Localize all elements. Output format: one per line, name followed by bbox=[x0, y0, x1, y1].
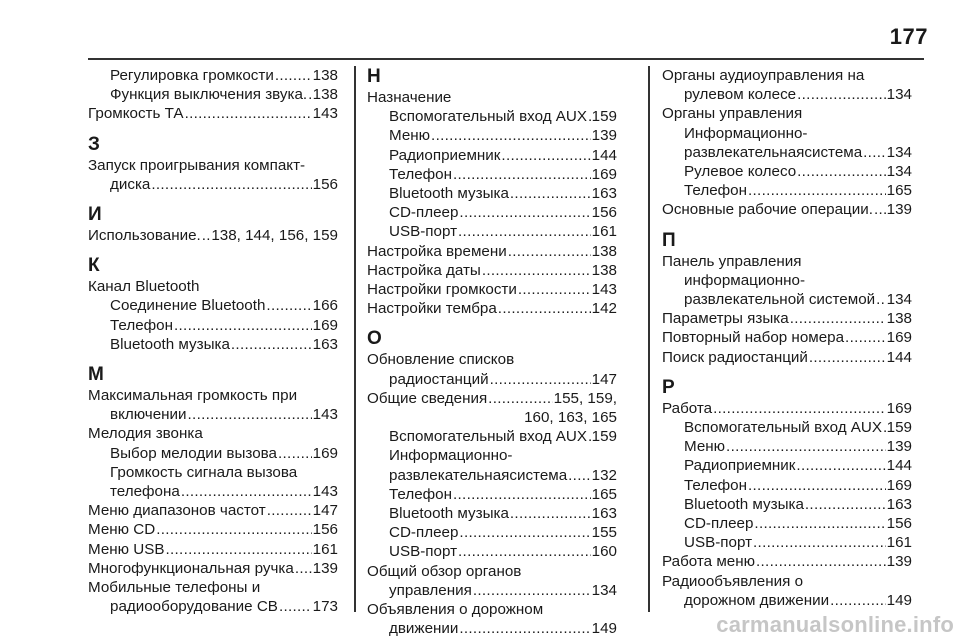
index-entry-term: USB-порт bbox=[684, 534, 753, 552]
index-entry bbox=[662, 418, 912, 437]
index-entry-page: 155 bbox=[591, 524, 617, 542]
index-entry-page: 144 bbox=[886, 348, 912, 366]
index-entry bbox=[88, 296, 338, 315]
index-entry bbox=[88, 559, 338, 578]
index-entry bbox=[367, 165, 617, 184]
dot-leader bbox=[156, 520, 311, 539]
index-entry bbox=[367, 427, 617, 446]
dot-leader bbox=[453, 485, 591, 504]
dot-leader bbox=[726, 437, 886, 456]
index-entry-term: Поиск радиостанций bbox=[662, 348, 808, 366]
index-entry-page: 159 bbox=[886, 419, 912, 437]
dot-leader bbox=[473, 581, 591, 600]
index-entry-term: Меню bbox=[684, 438, 726, 456]
index-section-letter: З bbox=[88, 133, 100, 155]
index-entry bbox=[662, 328, 912, 347]
index-heading: Радиообъявления о bbox=[662, 572, 804, 590]
index-section-letter: И bbox=[88, 204, 102, 226]
index-entry-term: Настройка даты bbox=[367, 261, 481, 279]
dot-leader bbox=[174, 316, 312, 335]
index-heading: Органы управления bbox=[662, 105, 803, 123]
dot-leader bbox=[498, 299, 591, 318]
index-entry bbox=[662, 552, 912, 571]
index-entry bbox=[662, 456, 912, 475]
index-entry bbox=[88, 335, 338, 354]
index-heading: Мобильные телефоны и bbox=[88, 579, 261, 597]
index-entry bbox=[662, 143, 912, 162]
index-entry bbox=[88, 85, 338, 104]
column-separator-1 bbox=[354, 66, 356, 612]
index-entry-term: Радиоприемник bbox=[684, 457, 796, 475]
index-entry bbox=[367, 146, 617, 165]
dot-leader bbox=[588, 427, 591, 446]
index-entry-term: Соединение Bluetooth bbox=[110, 297, 266, 315]
dot-leader bbox=[790, 309, 886, 328]
index-entry-page: 144 bbox=[886, 457, 912, 475]
index-entry-term: USB-порт bbox=[389, 543, 458, 561]
dot-leader bbox=[830, 591, 886, 610]
index-entry bbox=[88, 226, 338, 245]
index-column-2 bbox=[367, 66, 617, 638]
index-entry bbox=[662, 591, 912, 610]
index-entry-term: Bluetooth музыка bbox=[110, 335, 230, 353]
index-entry-term: Регулировка громкости bbox=[110, 67, 274, 84]
dot-leader bbox=[805, 495, 886, 514]
index-entry-term: Меню USB bbox=[88, 540, 165, 558]
index-entry bbox=[367, 370, 617, 389]
dot-leader bbox=[188, 405, 312, 424]
index-entry-term: Меню bbox=[389, 127, 431, 145]
dot-leader bbox=[458, 222, 591, 241]
index-entry bbox=[662, 533, 912, 552]
dot-leader bbox=[490, 370, 591, 389]
index-entry bbox=[367, 466, 617, 485]
index-entry bbox=[367, 504, 617, 523]
index-entry-page: 163 bbox=[591, 505, 617, 523]
index-entry bbox=[367, 184, 617, 203]
dot-leader bbox=[166, 540, 312, 559]
index-heading: 160, 163, 165 bbox=[524, 409, 617, 427]
dot-leader bbox=[863, 143, 886, 162]
index-entry-page: 134 bbox=[886, 163, 912, 181]
index-entry bbox=[367, 242, 617, 261]
index-entry-page: 163 bbox=[886, 495, 912, 513]
index-section-letter: К bbox=[88, 255, 100, 277]
dot-leader bbox=[518, 280, 591, 299]
index-entry-term: CD-плеер bbox=[684, 515, 754, 533]
index-entry bbox=[662, 309, 912, 328]
index-entry bbox=[88, 520, 338, 539]
dot-leader bbox=[295, 559, 312, 578]
index-heading: информационно- bbox=[684, 271, 806, 289]
index-entry-term: Вспомогательный вход AUX bbox=[389, 428, 588, 446]
index-entry-page: 156 bbox=[886, 515, 912, 533]
index-entry bbox=[367, 126, 617, 145]
index-entry-term: USB-порт bbox=[389, 223, 458, 241]
index-heading: Информационно- bbox=[684, 124, 808, 142]
index-entry bbox=[367, 203, 617, 222]
index-entry-page: 156 bbox=[591, 204, 617, 222]
dot-leader bbox=[267, 501, 312, 520]
index-entry-term: движении bbox=[389, 620, 459, 638]
index-entry bbox=[88, 316, 338, 335]
index-heading: Панель управления bbox=[662, 252, 802, 270]
index-entry-page: 134 bbox=[886, 86, 912, 104]
header-rule bbox=[88, 58, 924, 60]
index-entry-page: 142 bbox=[591, 300, 617, 318]
index-entry-term: Параметры языка bbox=[662, 310, 789, 328]
index-entry bbox=[367, 389, 617, 408]
index-entry-term: диска bbox=[110, 175, 151, 193]
index-entry bbox=[367, 485, 617, 504]
dot-leader bbox=[876, 290, 886, 309]
dot-leader bbox=[151, 175, 311, 194]
dot-leader bbox=[754, 514, 885, 533]
dot-leader bbox=[431, 126, 591, 145]
index-heading: Громкость сигнала вызова bbox=[110, 463, 298, 481]
index-heading: Обновление списков bbox=[367, 351, 515, 369]
index-entry bbox=[88, 444, 338, 463]
dot-leader bbox=[874, 200, 886, 219]
index-entry-page: 159 bbox=[591, 108, 617, 126]
dot-leader bbox=[459, 203, 590, 222]
index-entry-term: Использование. bbox=[88, 227, 201, 245]
index-entry bbox=[88, 405, 338, 424]
dot-leader bbox=[185, 104, 312, 123]
index-entry-term: CD-плеер bbox=[389, 524, 459, 542]
index-entry bbox=[662, 399, 912, 418]
index-entry-page: 156 bbox=[312, 175, 338, 193]
index-section-letter: Р bbox=[662, 376, 675, 398]
index-heading: Назначение bbox=[367, 89, 452, 106]
dot-leader bbox=[202, 226, 211, 245]
index-entry-term: Телефон bbox=[389, 165, 453, 183]
index-entry-term: Телефон bbox=[389, 485, 453, 503]
index-entry-term: Вспомогательный вход AUX bbox=[684, 419, 883, 437]
index-entry-page: 138 bbox=[886, 310, 912, 328]
index-entry-page: 161 bbox=[312, 540, 338, 558]
dot-leader bbox=[809, 348, 886, 367]
index-section-letter: Н bbox=[367, 66, 381, 87]
dot-leader bbox=[796, 456, 885, 475]
dot-leader bbox=[797, 162, 886, 181]
index-entry-page: 143 bbox=[312, 483, 338, 501]
dot-leader bbox=[845, 328, 886, 347]
index-entry-term: Громкость ТА bbox=[88, 105, 184, 123]
index-heading: Максимальная громкость при bbox=[88, 387, 298, 405]
index-entry-term: Меню CD bbox=[88, 521, 156, 539]
index-entry-term: рулевом колесе bbox=[684, 86, 797, 104]
dot-leader bbox=[458, 542, 591, 561]
index-heading: Органы аудиоуправления на bbox=[662, 67, 865, 84]
index-entry-page: 173 bbox=[312, 598, 338, 616]
index-entry-term: дорожном движении bbox=[684, 591, 830, 609]
index-entry-page: 138, 144, 156, 159 bbox=[211, 227, 338, 245]
index-entry bbox=[662, 85, 912, 104]
index-entry-term: развлекательнаясистема bbox=[684, 143, 863, 161]
index-entry-page: 147 bbox=[591, 370, 617, 388]
index-entry-term: включении bbox=[110, 406, 187, 424]
index-entry-page: 169 bbox=[886, 329, 912, 347]
index-heading: Объявления о дорожном bbox=[367, 601, 544, 619]
index-entry-term: Повторный набор номера bbox=[662, 329, 845, 347]
index-entry-term: Работа меню bbox=[662, 553, 756, 571]
dot-leader bbox=[748, 476, 886, 495]
index-entry-page: 139 bbox=[591, 127, 617, 145]
index-heading: Канал Bluetooth bbox=[88, 278, 200, 296]
index-entry-page: 138 bbox=[312, 67, 338, 84]
index-entry-term: Телефон bbox=[684, 476, 748, 494]
index-entry bbox=[662, 514, 912, 533]
dot-leader bbox=[488, 389, 552, 408]
index-entry-term: Bluetooth музыка bbox=[389, 505, 509, 523]
dot-leader bbox=[459, 523, 590, 542]
index-entry-term: Настройки тембра bbox=[367, 300, 497, 318]
index-entry-page: 169 bbox=[886, 476, 912, 494]
index-entry-page: 147 bbox=[312, 502, 338, 520]
index-entry-term: развлекательной системой bbox=[684, 291, 876, 309]
index-entry-page: 134 bbox=[886, 291, 912, 309]
index-entry-term: Bluetooth музыка bbox=[389, 185, 509, 203]
dot-leader bbox=[797, 85, 886, 104]
index-entry-page: 139 bbox=[886, 438, 912, 456]
index-entry-term: радиостанций bbox=[389, 370, 489, 388]
index-entry bbox=[88, 104, 338, 123]
index-entry bbox=[662, 495, 912, 514]
index-entry-term: телефона bbox=[110, 483, 180, 501]
index-entry-page: 161 bbox=[591, 223, 617, 241]
dot-leader bbox=[748, 181, 886, 200]
index-entry-term: Основные рабочие операции. bbox=[662, 201, 873, 219]
dot-leader bbox=[275, 66, 312, 85]
index-entry-page: 138 bbox=[591, 261, 617, 279]
index-entry-page: 139 bbox=[886, 553, 912, 571]
index-entry-page: 166 bbox=[312, 297, 338, 315]
index-entry-page: 134 bbox=[886, 143, 912, 161]
index-entry bbox=[367, 299, 617, 318]
index-entry-page: 138 bbox=[312, 86, 338, 104]
index-column-1 bbox=[88, 66, 338, 616]
index-entry bbox=[662, 476, 912, 495]
index-entry bbox=[662, 162, 912, 181]
index-entry-page: 132 bbox=[591, 466, 617, 484]
index-entry bbox=[367, 261, 617, 280]
index-entry-page: 156 bbox=[312, 521, 338, 539]
index-entry-term: радиооборудование CB bbox=[110, 598, 278, 616]
index-entry bbox=[88, 175, 338, 194]
index-entry-page: 163 bbox=[312, 335, 338, 353]
index-entry bbox=[367, 619, 617, 638]
dot-leader bbox=[753, 533, 886, 552]
dot-leader bbox=[501, 146, 590, 165]
index-entry bbox=[367, 581, 617, 600]
index-heading: Информационно- bbox=[389, 447, 513, 465]
dot-leader bbox=[508, 242, 591, 261]
index-entry-term: Меню диапазонов частот bbox=[88, 502, 266, 520]
index-entry-term: Функция выключения звука. bbox=[110, 86, 308, 104]
dot-leader bbox=[279, 597, 312, 616]
dot-leader bbox=[266, 296, 311, 315]
index-entry bbox=[662, 200, 912, 219]
dot-leader bbox=[278, 444, 312, 463]
index-entry-term: Телефон bbox=[110, 316, 174, 334]
index-entry-page: 169 bbox=[886, 399, 912, 417]
index-entry-term: Работа bbox=[662, 399, 713, 417]
index-entry bbox=[662, 290, 912, 309]
dot-leader bbox=[883, 418, 886, 437]
index-entry bbox=[367, 280, 617, 299]
index-entry bbox=[367, 222, 617, 241]
index-entry-term: Вспомогательный вход AUX bbox=[389, 108, 588, 126]
index-entry bbox=[662, 348, 912, 367]
index-entry-term: Настройка времени bbox=[367, 242, 507, 260]
index-heading: Мелодия звонка bbox=[88, 425, 203, 443]
index-entry-page: 155, 159, bbox=[553, 389, 617, 407]
index-entry-term: Общие сведения bbox=[367, 389, 488, 407]
index-entry-term: Телефон bbox=[684, 182, 748, 200]
index-entry-page: 143 bbox=[591, 281, 617, 299]
index-entry-page: 159 bbox=[591, 428, 617, 446]
index-entry-page: 139 bbox=[312, 559, 338, 577]
index-entry-term: CD-плеер bbox=[389, 204, 459, 222]
index-column-3 bbox=[662, 66, 912, 610]
dot-leader bbox=[510, 504, 591, 523]
dot-leader bbox=[482, 261, 591, 280]
index-entry-term: Настройки громкости bbox=[367, 281, 517, 299]
index-entry-page: 143 bbox=[312, 105, 338, 123]
index-entry bbox=[662, 437, 912, 456]
index-entry bbox=[662, 181, 912, 200]
index-entry-page: 143 bbox=[312, 406, 338, 424]
dot-leader bbox=[510, 184, 591, 203]
index-entry bbox=[367, 542, 617, 561]
dot-leader bbox=[453, 165, 591, 184]
index-entry bbox=[367, 107, 617, 126]
dot-leader bbox=[568, 466, 591, 485]
index-heading: Запуск проигрывания компакт- bbox=[88, 156, 306, 174]
index-entry-page: 144 bbox=[591, 146, 617, 164]
index-entry-page: 139 bbox=[886, 201, 912, 219]
index-entry-page: 149 bbox=[591, 620, 617, 638]
dot-leader bbox=[459, 619, 590, 638]
index-entry-page: 165 bbox=[591, 485, 617, 503]
index-entry bbox=[88, 540, 338, 559]
index-entry-page: 165 bbox=[886, 182, 912, 200]
column-separator-2 bbox=[648, 66, 650, 612]
index-section-letter: П bbox=[662, 229, 676, 251]
index-entry-term: Bluetooth музыка bbox=[684, 495, 804, 513]
index-entry-page: 138 bbox=[591, 242, 617, 260]
dot-leader bbox=[308, 85, 312, 104]
dot-leader bbox=[231, 335, 312, 354]
dot-leader bbox=[756, 552, 886, 571]
index-entry-page: 161 bbox=[886, 534, 912, 552]
index-heading: Общий обзор органов bbox=[367, 562, 522, 580]
index-entry-term: Многофункциональная ручка bbox=[88, 559, 294, 577]
dot-leader bbox=[181, 482, 312, 501]
index-entry bbox=[88, 597, 338, 616]
index-entry bbox=[367, 523, 617, 542]
index-entry-page: 169 bbox=[312, 444, 338, 462]
index-entry-page: 169 bbox=[312, 316, 338, 334]
index-entry-page: 160 bbox=[591, 543, 617, 561]
dot-leader bbox=[588, 107, 591, 126]
index-entry bbox=[88, 482, 338, 501]
index-entry-term: Рулевое колесо bbox=[684, 163, 797, 181]
index-entry-term: Выбор мелодии вызова bbox=[110, 444, 278, 462]
index-entry-term: развлекательнаясистема bbox=[389, 466, 568, 484]
index-entry-page: 149 bbox=[886, 591, 912, 609]
index-entry-page: 169 bbox=[591, 165, 617, 183]
watermark: carmanualsonline.info bbox=[716, 612, 954, 637]
index-entry-term: Радиоприемник bbox=[389, 146, 501, 164]
index-section-letter: О bbox=[367, 328, 382, 350]
dot-leader bbox=[713, 399, 886, 418]
index-entry-page: 163 bbox=[591, 185, 617, 203]
index-entry bbox=[88, 501, 338, 520]
index-entry-page: 134 bbox=[591, 581, 617, 599]
index-entry bbox=[88, 66, 338, 85]
index-entry-term: управления bbox=[389, 581, 472, 599]
page-number: 177 bbox=[889, 24, 928, 49]
index-section-letter: М bbox=[88, 364, 104, 386]
